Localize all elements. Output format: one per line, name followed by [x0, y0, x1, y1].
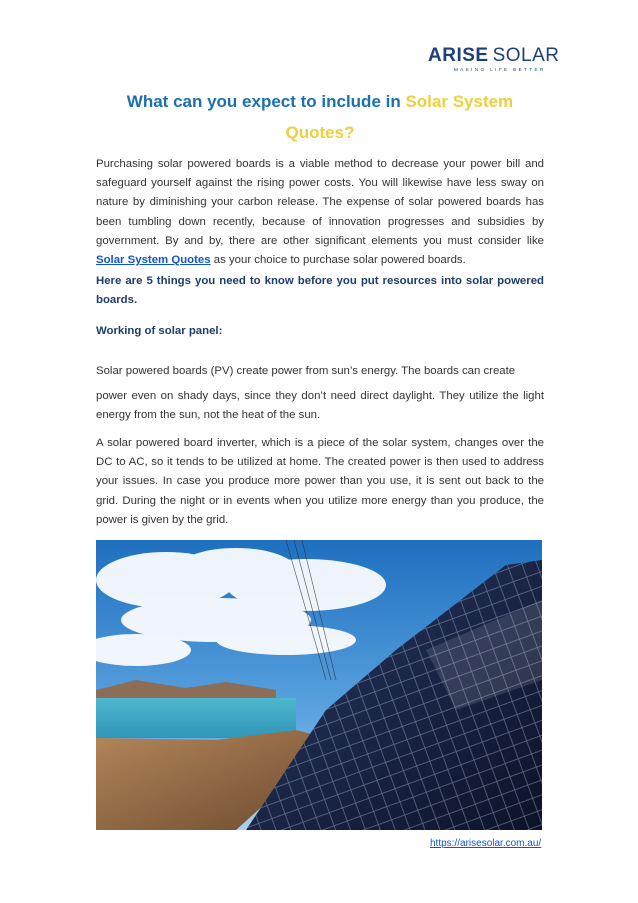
- paragraph1-line1: Solar powered boards (PV) create power from sun’s energy. The boards can create: [96, 365, 516, 377]
- title-part-gold: Solar System Quotes?: [285, 92, 514, 142]
- intro-paragraph: [96, 155, 544, 270]
- logo-word-arise: ARISE: [428, 45, 489, 66]
- section-heading: Working of solar panel:: [96, 325, 223, 337]
- paragraph2: A solar powered board inverter, which is a piece of the solar system, changes over the DC to AC, so it tends to be utilized at home. The created power is then used to address your issues. In case you produce more power than you use, it is sent out back to the grid. During the night or in events when you utilize more energy than you produce, the power is given by the grid.: [96, 437, 544, 526]
- logo-wordmark: [428, 46, 558, 65]
- logo-word-solar: SOLAR: [492, 45, 560, 66]
- things-intro: Here are 5 things you need to know before you put resources into solar powered boards.: [96, 275, 544, 307]
- paragraph1-rest: power even on shady days, since they don’t need direct daylight. They utilize the light energy from the sun, not the heat of the sun.: [96, 390, 544, 422]
- logo-tagline: MAKING LIFE BETTER: [454, 67, 546, 72]
- company-logo: [428, 46, 558, 76]
- page-title: [96, 86, 544, 148]
- solar-system-quotes-link[interactable]: Solar System Quotes: [96, 254, 211, 267]
- intro-text-before-link: Purchasing solar powered boards is a viable method to decrease your power bill and safeguard yourself against the rising power costs. You will likewise have less sway on nature by diminishing your carbon release. The expense of solar powered boards has been tumbling down recently, because of innovation progresses and subsidies by government. By and by, there are other significant elements you must consider like: [96, 158, 544, 247]
- title-part-blue: What can you expect to include in: [126, 92, 406, 111]
- footer-website-link[interactable]: https://arisesolar.com.au/: [430, 838, 542, 849]
- solar-panels-illustration: [96, 540, 542, 830]
- intro-text-after-link: as your choice to purchase solar powered boards.: [210, 254, 466, 267]
- solar-panels-photo: [96, 540, 542, 830]
- lake: [96, 698, 296, 738]
- clouds: [96, 548, 386, 666]
